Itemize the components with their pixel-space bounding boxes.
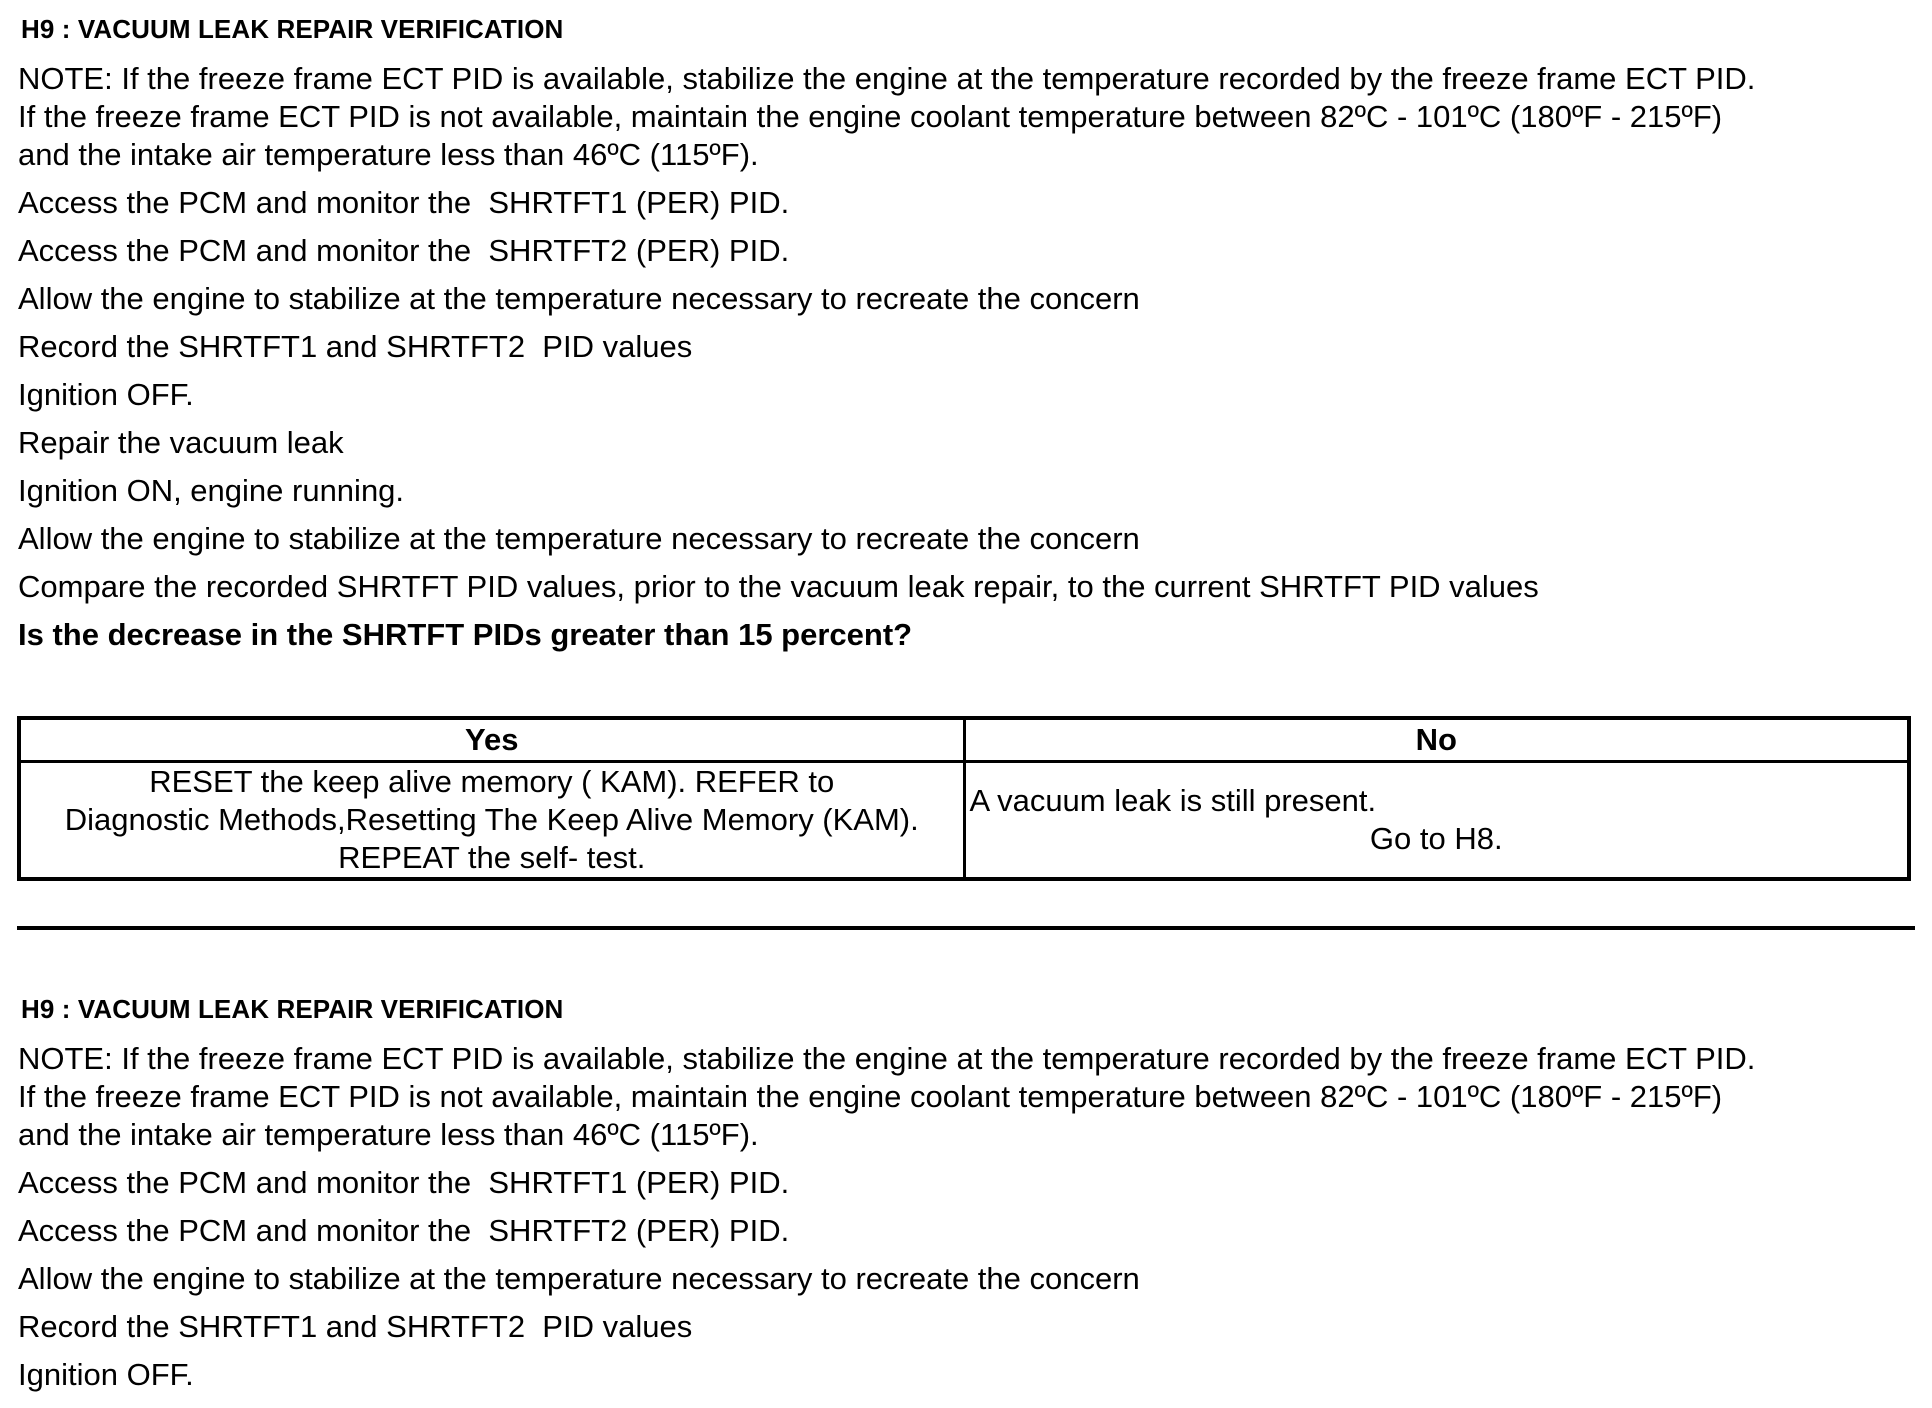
no-action-line: A vacuum leak is still present.	[969, 783, 1377, 818]
procedure-step: Ignition OFF.	[18, 1357, 194, 1392]
procedure-question: Is the decrease in the SHRTFT PIDs greater than 15 percent?	[18, 617, 913, 652]
no-goto-link: Go to H8.	[1369, 821, 1503, 856]
procedure-step: Access the PCM and monitor the SHRTFT1 (PER) PID.	[18, 1165, 790, 1200]
yes-action-line: Diagnostic Methods,Resetting The Keep Alive Memory (KAM).	[64, 802, 919, 837]
procedure-step: Ignition ON, engine running.	[18, 473, 405, 508]
decision-table-header-row	[19, 718, 1909, 762]
procedure-title: H9 : VACUUM LEAK REPAIR VERIFICATION	[21, 14, 564, 44]
procedure-step: Allow the engine to stabilize at the temperature necessary to recreate the concern	[18, 521, 1140, 556]
decision-table	[17, 716, 1911, 881]
no-column-header: No	[964, 718, 1909, 762]
procedure-title: H9 : VACUUM LEAK REPAIR VERIFICATION	[21, 994, 564, 1024]
procedure-section-2	[18, 992, 1918, 1404]
yes-action-cell	[19, 762, 964, 880]
procedure-step: Access the PCM and monitor the SHRTFT2 (PER) PID.	[18, 1213, 790, 1248]
yes-column-header: Yes	[19, 718, 964, 762]
procedure-step: Access the PCM and monitor the SHRTFT1 (PER) PID.	[18, 185, 790, 220]
procedure-step: Record the SHRTFT1 and SHRTFT2 PID values	[18, 1309, 693, 1344]
procedure-section-1	[18, 12, 1918, 654]
procedure-step: Allow the engine to stabilize at the temperature necessary to recreate the concern	[18, 281, 1140, 316]
procedure-step: Record the SHRTFT1 and SHRTFT2 PID values	[18, 329, 693, 364]
procedure-step: Allow the engine to stabilize at the temperature necessary to recreate the concern	[18, 1261, 1140, 1296]
yes-action-line: RESET the keep alive memory ( KAM). REFER to	[149, 764, 835, 799]
procedure-note: NOTE: If the freeze frame ECT PID is available, stabilize the engine at the temperature recorded by the freeze frame ECT PID. If the freeze frame ECT PID is not available, maintain the engine coolant temperature between 82ºC - 101ºC (180ºF - 215ºF) and the intake air temperature less than 46ºC (115ºF).	[18, 1041, 1756, 1152]
decision-table-row	[19, 762, 1909, 880]
procedure-step: Access the PCM and monitor the SHRTFT2 (PER) PID.	[18, 233, 790, 268]
procedure-note: NOTE: If the freeze frame ECT PID is available, stabilize the engine at the temperature recorded by the freeze frame ECT PID. If the freeze frame ECT PID is not available, maintain the engine coolant temperature between 82ºC - 101ºC (180ºF - 215ºF) and the intake air temperature less than 46ºC (115ºF).	[18, 61, 1756, 172]
procedure-step: Repair the vacuum leak	[18, 425, 344, 460]
procedure-step: Compare the recorded SHRTFT PID values, prior to the vacuum leak repair, to the current SHRTFT PID values	[18, 569, 1539, 604]
yes-action-line: REPEAT the self- test.	[338, 840, 646, 875]
procedure-step: Ignition OFF.	[18, 377, 194, 412]
section-divider	[17, 926, 1915, 930]
no-action-cell	[964, 762, 1909, 880]
